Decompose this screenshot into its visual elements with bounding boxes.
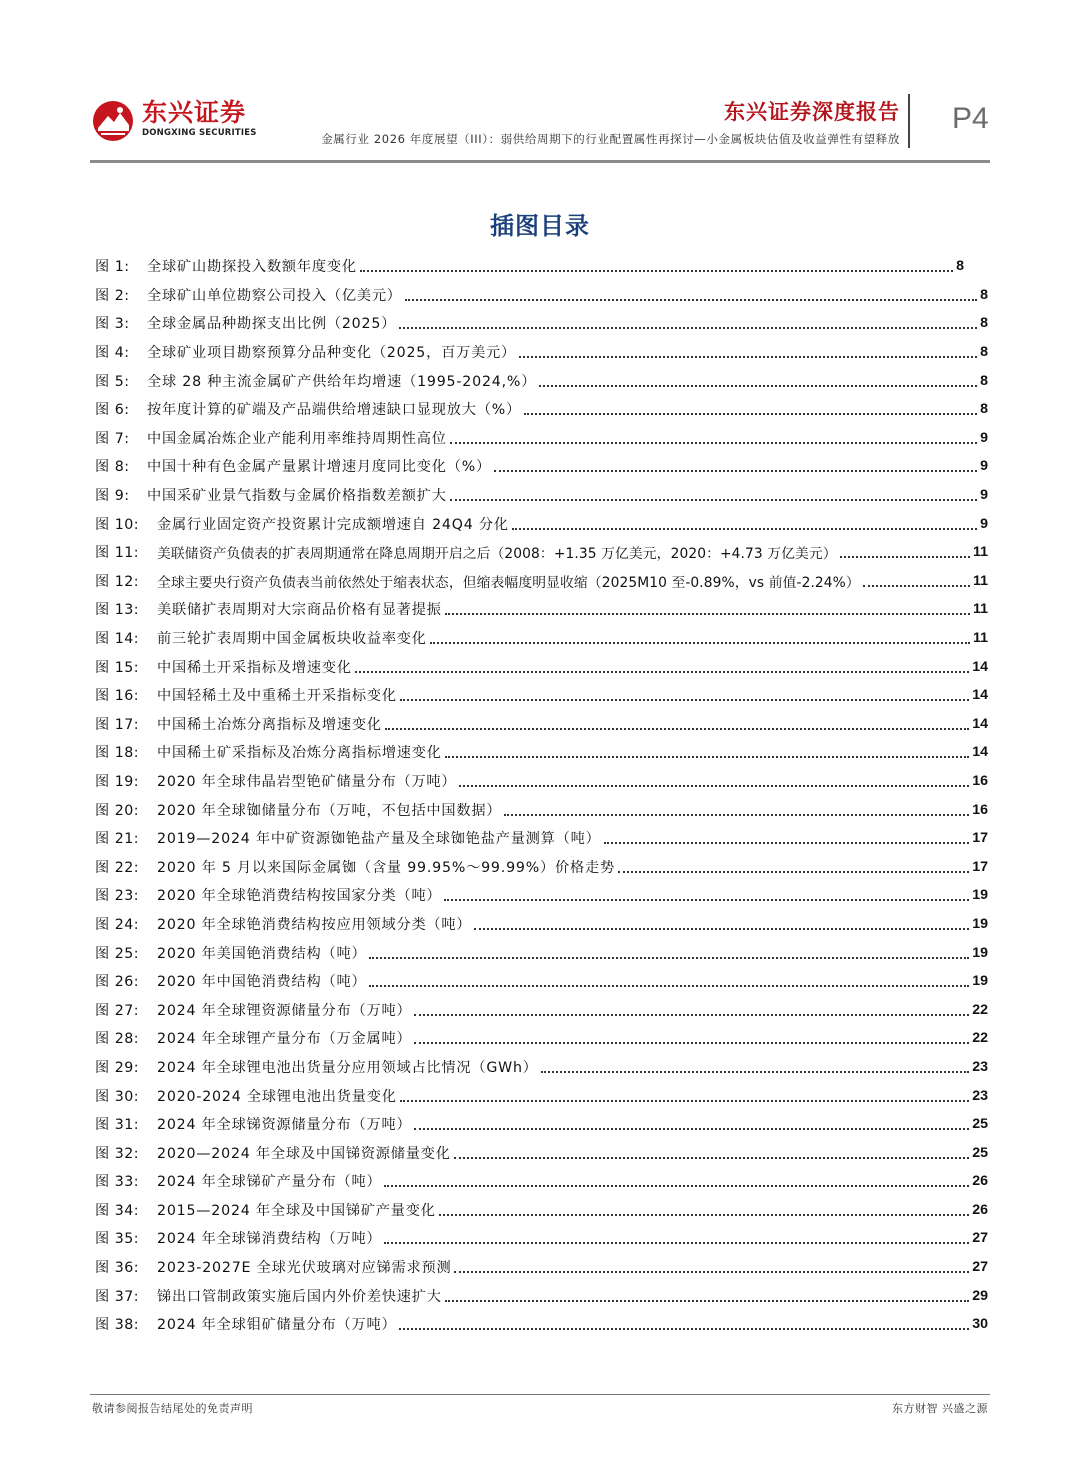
- footer-slogan: 东方财智 兴盛之源: [892, 1402, 988, 1415]
- toc-leader-dots: [454, 1157, 969, 1159]
- toc-entry-page: 8: [956, 258, 964, 275]
- toc-entry-label: 图 36:: [95, 1260, 140, 1277]
- toc-entry-title: 全球矿山勘探投入数额年度变化: [147, 259, 357, 276]
- toc-entry[interactable]: [95, 624, 988, 653]
- toc-entry[interactable]: [95, 252, 988, 281]
- toc-leader-dots: [445, 613, 970, 615]
- logo-english-name: DONGXING SECURITIES: [142, 128, 257, 138]
- toc-entry[interactable]: [95, 1253, 988, 1282]
- toc-entry-page: 25: [972, 1116, 988, 1133]
- toc-leader-dots: [519, 356, 977, 358]
- toc-entry-page: 16: [972, 772, 988, 789]
- toc-entry-title: 中国十种有色金属产量累计增速月度同比变化（%）: [147, 459, 492, 476]
- toc-entry-label: 图 2:: [95, 287, 130, 304]
- toc-entry-label: 图 35:: [95, 1231, 140, 1248]
- footer-rule: [90, 1394, 990, 1395]
- toc-entry-title: 2020 年 5 月以来国际金属铷（含量 99.95%～99.99%）价格走势: [157, 859, 615, 876]
- toc-entry-page: 9: [980, 515, 988, 532]
- toc-entry[interactable]: [95, 595, 988, 624]
- toc-entry-page: 9: [980, 429, 988, 446]
- toc-entry-title: 全球矿业项目勘察预算分品种变化（2025，百万美元）: [147, 345, 517, 362]
- toc-entry-label: 图 3:: [95, 316, 130, 333]
- toc-entry[interactable]: [95, 1196, 988, 1225]
- toc-entry-page: 26: [972, 1201, 988, 1218]
- toc-leader-dots: [494, 470, 977, 472]
- toc-entry[interactable]: [95, 567, 988, 596]
- toc-leader-dots: [840, 556, 970, 558]
- toc-entry-page: 19: [972, 915, 988, 932]
- toc-entry-page: 11: [973, 601, 988, 618]
- toc-entry-page: 9: [980, 487, 988, 504]
- toc-entry[interactable]: [95, 481, 988, 510]
- toc-entry-title: 中国采矿业景气指数与金属价格指数差额扩大: [147, 488, 447, 505]
- toc-entry-page: 30: [972, 1316, 988, 1333]
- toc-entry[interactable]: [95, 1110, 988, 1139]
- toc-entry[interactable]: [95, 1024, 988, 1053]
- toc-entry[interactable]: [95, 281, 988, 310]
- toc-leader-dots: [360, 270, 953, 272]
- toc-entry-page: 27: [972, 1230, 988, 1247]
- toc-entry-page: 25: [972, 1144, 988, 1161]
- toc-entry-page: 23: [972, 1087, 988, 1104]
- toc-entry[interactable]: [95, 881, 988, 910]
- toc-entry-label: 图 28:: [95, 1031, 140, 1048]
- toc-entry-label: 图 11:: [95, 545, 140, 562]
- toc-leader-dots: [445, 1300, 969, 1302]
- toc-entry-title: 2024 年全球锑资源储量分布（万吨）: [157, 1117, 412, 1134]
- toc-entry-label: 图 29:: [95, 1059, 140, 1076]
- toc-entry-label: 图 31:: [95, 1117, 140, 1134]
- header-divider: [908, 94, 910, 148]
- toc-leader-dots: [400, 699, 969, 701]
- toc-entry[interactable]: [95, 824, 988, 853]
- toc-entry-page: 11: [973, 544, 988, 561]
- toc-entry-label: 图 32:: [95, 1145, 140, 1162]
- toc-entry-title: 美联储资产负债表的扩表周期通常在降息周期开启之后（2008：+1.35 万亿美元，2020：+4.73 万亿美元）: [157, 546, 837, 563]
- toc-leader-dots: [430, 642, 970, 644]
- toc-entry[interactable]: [95, 938, 988, 967]
- toc-leader-dots: [454, 1271, 969, 1273]
- toc-entry[interactable]: [95, 681, 988, 710]
- toc-entry-title: 前三轮扩表周期中国金属板块收益率变化: [157, 631, 427, 648]
- toc-entry-title: 2020 年全球铷储量分布（万吨，不包括中国数据）: [157, 802, 502, 819]
- toc-entry-page: 14: [972, 744, 988, 761]
- toc-entry-title: 中国金属冶炼企业产能利用率维持周期性高位: [147, 430, 447, 447]
- toc-entry-title: 2020—2024 年全球及中国锑资源储量变化: [157, 1145, 451, 1162]
- footer-disclaimer: 敬请参阅报告结尾处的免责声明: [92, 1402, 253, 1415]
- toc-leader-dots: [400, 1100, 970, 1102]
- toc-entry-page: 8: [980, 344, 988, 361]
- toc-entry-title: 2020 年全球伟晶岩型铯矿储量分布（万吨）: [157, 773, 457, 790]
- toc-entry-page: 17: [972, 830, 988, 847]
- toc-entry-label: 图 1:: [95, 259, 130, 276]
- toc-entry-label: 图 26:: [95, 974, 140, 991]
- toc-entry-page: 8: [980, 315, 988, 332]
- page-header: [0, 0, 1080, 170]
- toc-entry[interactable]: [95, 652, 988, 681]
- toc-entry[interactable]: [95, 309, 988, 338]
- toc-entry[interactable]: [95, 967, 988, 996]
- toc-entry-label: 图 12:: [95, 573, 140, 590]
- toc-entry[interactable]: [95, 1281, 988, 1310]
- toc-leader-dots: [439, 1214, 969, 1216]
- toc-leader-dots: [385, 728, 969, 730]
- toc-entry-title: 2024 年全球锂产量分布（万金属吨）: [157, 1031, 412, 1048]
- toc-entry-title: 2024 年全球锑矿产量分布（吨）: [157, 1174, 382, 1191]
- toc-entry-page: 8: [980, 401, 988, 418]
- toc-entry-title: 2023-2027E 全球光伏玻璃对应锑需求预测: [157, 1260, 452, 1277]
- toc-leader-dots: [369, 985, 969, 987]
- toc-entry-page: 16: [972, 801, 988, 818]
- toc-entry-title: 2015—2024 年全球及中国锑矿产量变化: [157, 1202, 436, 1219]
- toc-entry-label: 图 9:: [95, 488, 130, 505]
- toc-entry-page: 14: [972, 715, 988, 732]
- toc-leader-dots: [399, 327, 977, 329]
- toc-entry-title: 中国稀土矿采指标及冶炼分离指标增速变化: [157, 745, 442, 762]
- toc-leader-dots: [618, 871, 969, 873]
- logo-icon: [92, 100, 134, 142]
- company-logo: [92, 98, 262, 146]
- toc-leader-dots: [450, 442, 977, 444]
- toc-leader-dots: [539, 385, 977, 387]
- toc-entry-title: 2020 年全球铯消费结构按国家分类（吨）: [157, 888, 442, 905]
- toc-entry-label: 图 7:: [95, 430, 130, 447]
- toc-entry[interactable]: [95, 509, 988, 538]
- toc-entry-title: 2024 年全球锂资源储量分布（万吨）: [157, 1002, 412, 1019]
- toc-entry-label: 图 30:: [95, 1088, 140, 1105]
- toc-entry[interactable]: [95, 366, 988, 395]
- toc-entry-label: 图 27:: [95, 1002, 140, 1019]
- toc-entry-title: 全球金属品种勘探支出比例（2025）: [147, 316, 397, 333]
- toc-entry[interactable]: [95, 852, 988, 881]
- toc-entry[interactable]: [95, 1224, 988, 1253]
- toc-entry-label: 图 34:: [95, 1202, 140, 1219]
- toc-entry-label: 图 13:: [95, 602, 140, 619]
- toc-leader-dots: [399, 1328, 969, 1330]
- toc-title: 插图目录: [490, 212, 590, 240]
- toc-list: [95, 252, 988, 1339]
- toc-entry-page: 14: [972, 687, 988, 704]
- toc-entry[interactable]: [95, 710, 988, 739]
- toc-entry-page: 11: [973, 572, 988, 589]
- toc-leader-dots: [369, 957, 969, 959]
- toc-entry-label: 图 17:: [95, 716, 140, 733]
- toc-leader-dots: [414, 1042, 969, 1044]
- toc-leader-dots: [604, 842, 970, 844]
- toc-entry-label: 图 19:: [95, 773, 140, 790]
- toc-entry-page: 19: [972, 973, 988, 990]
- toc-leader-dots: [444, 899, 969, 901]
- toc-leader-dots: [541, 1071, 969, 1073]
- toc-leader-dots: [504, 814, 969, 816]
- toc-entry[interactable]: [95, 1081, 988, 1110]
- toc-entry-title: 2020 年美国铯消费结构（吨）: [157, 945, 367, 962]
- toc-entry-page: 26: [972, 1173, 988, 1190]
- toc-entry-title: 全球矿山单位勘察公司投入（亿美元）: [147, 287, 402, 304]
- toc-entry-label: 图 10:: [95, 516, 140, 533]
- toc-entry-label: 图 25:: [95, 945, 140, 962]
- toc-leader-dots: [459, 785, 969, 787]
- toc-entry-label: 图 37:: [95, 1288, 140, 1305]
- toc-entry-title: 2020 年全球铯消费结构按应用领域分类（吨）: [157, 916, 472, 933]
- toc-entry-page: 14: [972, 658, 988, 675]
- toc-leader-dots: [445, 756, 969, 758]
- toc-leader-dots: [512, 528, 977, 530]
- toc-entry-page: 19: [972, 887, 988, 904]
- toc-entry-title: 2019—2024 年中矿资源铷铯盐产量及全球铷铯盐产量测算（吨）: [157, 831, 601, 848]
- toc-entry-label: 图 20:: [95, 802, 140, 819]
- toc-entry[interactable]: [95, 424, 988, 453]
- toc-leader-dots: [384, 1242, 969, 1244]
- toc-entry-label: 图 33:: [95, 1174, 140, 1191]
- toc-entry[interactable]: [95, 338, 988, 367]
- toc-leader-dots: [414, 1014, 969, 1016]
- toc-entry-label: 图 18:: [95, 745, 140, 762]
- toc-entry-label: 图 22:: [95, 859, 140, 876]
- report-subtitle: 金属行业 2026 年度展望（III）：弱供给周期下的行业配置属性再探讨—小金属板块估值及收益弹性有望释放: [321, 132, 900, 146]
- toc-entry-title: 2020-2024 全球锂电池出货量变化: [157, 1088, 397, 1105]
- toc-entry[interactable]: [95, 1053, 988, 1082]
- toc-leader-dots: [405, 299, 977, 301]
- toc-entry-title: 美联储扩表周期对大宗商品价格有显著提振: [157, 602, 442, 619]
- toc-entry[interactable]: [95, 738, 988, 767]
- toc-leader-dots: [384, 1185, 969, 1187]
- toc-entry-title: 锑出口管制政策实施后国内外价差快速扩大: [157, 1288, 442, 1305]
- toc-entry[interactable]: [95, 995, 988, 1024]
- toc-entry-title: 2024 年全球钼矿储量分布（万吨）: [157, 1317, 397, 1334]
- toc-entry-page: 22: [972, 1001, 988, 1018]
- toc-entry-label: 图 23:: [95, 888, 140, 905]
- toc-entry[interactable]: [95, 538, 988, 567]
- toc-entry-title: 中国稀土开采指标及增速变化: [157, 659, 352, 676]
- toc-leader-dots: [863, 585, 970, 587]
- toc-entry-label: 图 24:: [95, 916, 140, 933]
- toc-entry-title: 2024 年全球锑消费结构（万吨）: [157, 1231, 382, 1248]
- toc-entry-label: 图 14:: [95, 631, 140, 648]
- toc-entry-page: 27: [972, 1259, 988, 1276]
- toc-entry-title: 全球 28 种主流金属矿产供给年均增速（1995-2024,%）: [147, 373, 537, 390]
- toc-entry-page: 11: [973, 630, 988, 647]
- page-number: P4: [952, 102, 989, 135]
- toc-entry-title: 全球主要央行资产负债表当前依然处于缩表状态，但缩表幅度明显收缩（2025M10 至-0.89%，vs 前值-2.24%）: [157, 574, 860, 591]
- toc-entry-page: 17: [972, 858, 988, 875]
- toc-entry-page: 8: [980, 286, 988, 303]
- toc-entry-title: 2020 年中国铯消费结构（吨）: [157, 974, 367, 991]
- toc-entry-label: 图 6:: [95, 402, 130, 419]
- toc-leader-dots: [450, 499, 977, 501]
- toc-entry-label: 图 16:: [95, 688, 140, 705]
- toc-entry[interactable]: [95, 395, 988, 424]
- toc-entry-title: 金属行业固定资产投资累计完成额增速自 24Q4 分化: [157, 516, 509, 533]
- toc-entry-title: 中国稀土冶炼分离指标及增速变化: [157, 716, 382, 733]
- toc-entry-title: 中国轻稀土及中重稀土开采指标变化: [157, 688, 397, 705]
- toc-entry-label: 图 8:: [95, 459, 130, 476]
- toc-entry-page: 22: [972, 1030, 988, 1047]
- toc-entry-title: 2024 年全球锂电池出货量分应用领域占比情况（GWh）: [157, 1059, 538, 1076]
- toc-entry-page: 23: [972, 1058, 988, 1075]
- toc-entry-label: 图 5:: [95, 373, 130, 390]
- report-type: 东兴证券深度报告: [724, 100, 900, 124]
- toc-entry[interactable]: [95, 910, 988, 939]
- toc-entry-label: 图 15:: [95, 659, 140, 676]
- toc-entry-label: 图 21:: [95, 831, 140, 848]
- toc-entry-page: 8: [980, 372, 988, 389]
- header-rule: [90, 160, 990, 163]
- toc-leader-dots: [414, 1128, 969, 1130]
- toc-entry-page: 29: [972, 1287, 988, 1304]
- toc-entry[interactable]: [95, 1310, 988, 1339]
- toc-entry[interactable]: [95, 795, 988, 824]
- toc-leader-dots: [474, 928, 969, 930]
- toc-entry-title: 按年度计算的矿端及产品端供给增速缺口显现放大（%）: [147, 402, 521, 419]
- toc-entry[interactable]: [95, 452, 988, 481]
- toc-entry-page: 9: [980, 458, 988, 475]
- toc-entry-label: 图 4:: [95, 345, 130, 362]
- toc-leader-dots: [355, 671, 969, 673]
- logo-chinese-name: 东兴证券: [142, 98, 247, 127]
- toc-entry[interactable]: [95, 767, 988, 796]
- toc-leader-dots: [524, 413, 977, 415]
- toc-entry[interactable]: [95, 1138, 988, 1167]
- toc-entry-page: 19: [972, 944, 988, 961]
- toc-entry-label: 图 38:: [95, 1317, 140, 1334]
- toc-entry[interactable]: [95, 1167, 988, 1196]
